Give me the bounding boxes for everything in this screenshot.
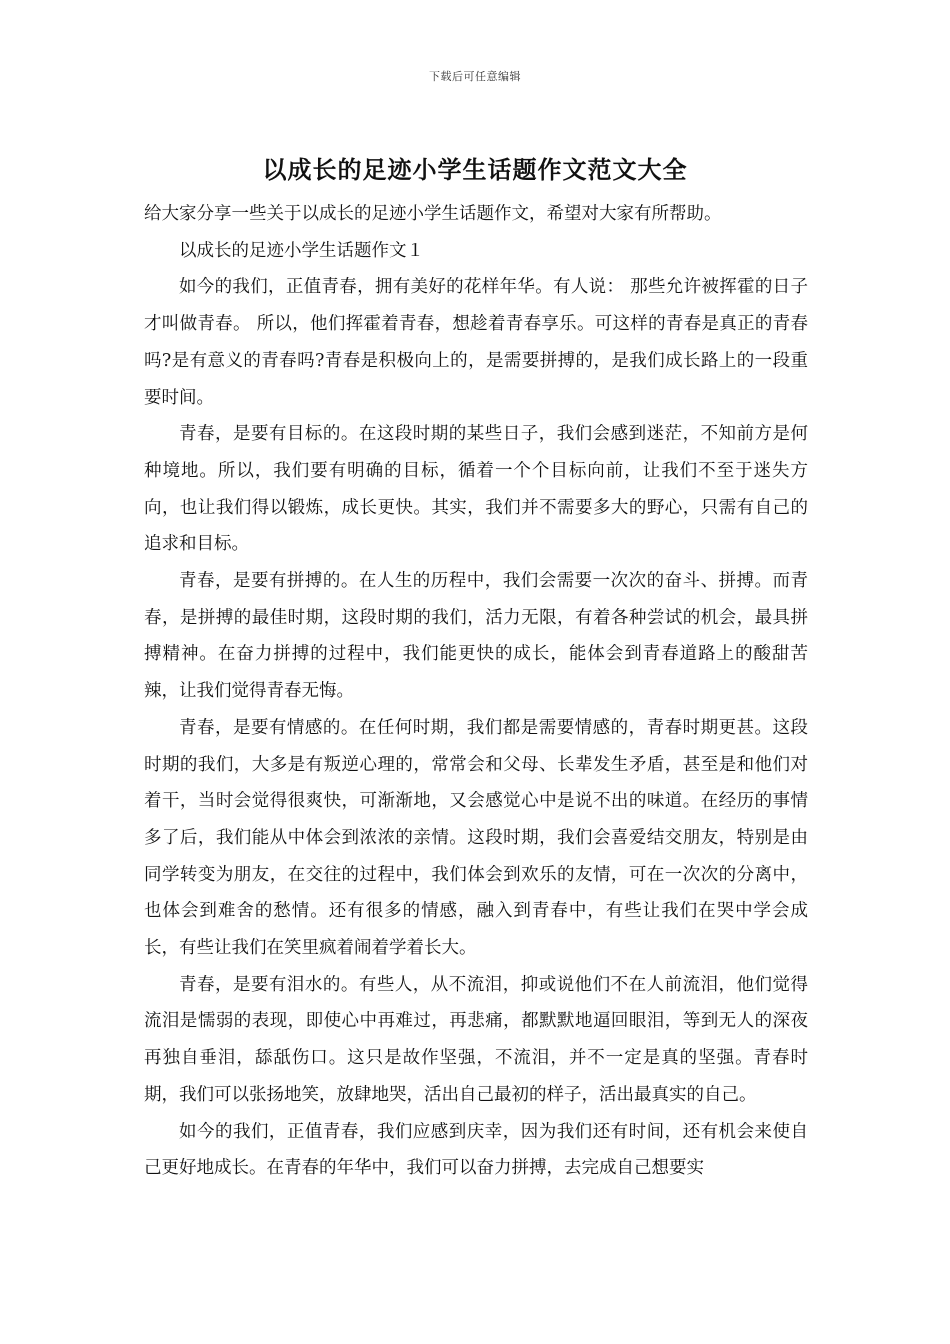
essay-subheading: 以成长的足迹小学生话题作文１ (179, 240, 424, 261)
document-title: 以成长的足迹小学生话题作文范文大全 (262, 155, 688, 184)
intro-paragraph: 给大家分享一些关于以成长的足迹小学生话题作文，希望对大家有所帮助。 (144, 204, 722, 224)
body-paragraph-2: 青春，是要有目标的。在这段时期的某些日子，我们会感到迷茫，不知前方是何种境地。所以，我们要有明确的目标，循着一个个目标向前，让我们不至于迷失方向，也让我们得以锻炼，成长更快。其实，我们并不需要多大的野心，只需有自己的追求和目标。 (144, 424, 808, 555)
header-note: 下载后可任意编辑 (429, 70, 521, 83)
body-paragraph-5: 青春，是要有泪水的。有些人，从不流泪，抑或说他们不在人前流泪，他们觉得流泪是懦弱的表现，即使心中再难过，再悲痛，都默默地逼回眼泪，等到无人的深夜再独自垂泪，舔舐伤口。这只是故作坚强，不流泪，并不一定是真的坚强。青春时期，我们可以张扬地笑，放肆地哭，活出自己最初的样子，活出最真实的自己。 (144, 974, 808, 1105)
body-paragraph-1: 如今的我们，正值青春，拥有美好的花样年华。有人说： 那些允许被挥霍的日子才叫做青春。 所以，他们挥霍着青春，想趁着青春享乐。可这样的青春是真正的青春吗?是有意义的青春吗?青春是积极向上的，是需要拼搏的，是我们成长路上的一段重要时间。 (144, 277, 808, 408)
body-paragraph-3: 青春，是要有拼搏的。在人生的历程中，我们会需要一次次的奋斗、拼搏。而青春，是拼搏的最佳时期，这段时期的我们，活力无限，有着各种尝试的机会，最具拼搏精神。在奋力拼搏的过程中，我们能更快的成长，能体会到青春道路上的酸甜苦辣，让我们觉得青春无悔。 (144, 571, 808, 702)
body-paragraph-4: 青春，是要有情感的。在任何时期，我们都是需要情感的，青春时期更甚。这段时期的我们，大多是有叛逆心理的，常常会和父母、长辈发生矛盾，甚至是和他们对着干，当时会觉得很爽快，可渐渐地，又会感觉心中是说不出的味道。在经历的事情多了后，我们能从中体会到浓浓的亲情。这段时期，我们会喜爱结交朋友，特别是由同学转变为朋友，在交往的过程中，我们体会到欢乐的友情，可在一次次的分离中，也体会到难舍的愁情。还有很多的情感，融入到青春中，有些让我们在哭中学会成长，有些让我们在笑里疯着闹着学着长大。 (144, 717, 808, 959)
document-body (144, 196, 808, 1187)
body-paragraph-6: 如今的我们，正值青春，我们应感到庆幸，因为我们还有时间，还有机会来使自己更好地成长。在青春的年华中，我们可以奋力拼搏，去完成自己想要实 (144, 1121, 808, 1179)
